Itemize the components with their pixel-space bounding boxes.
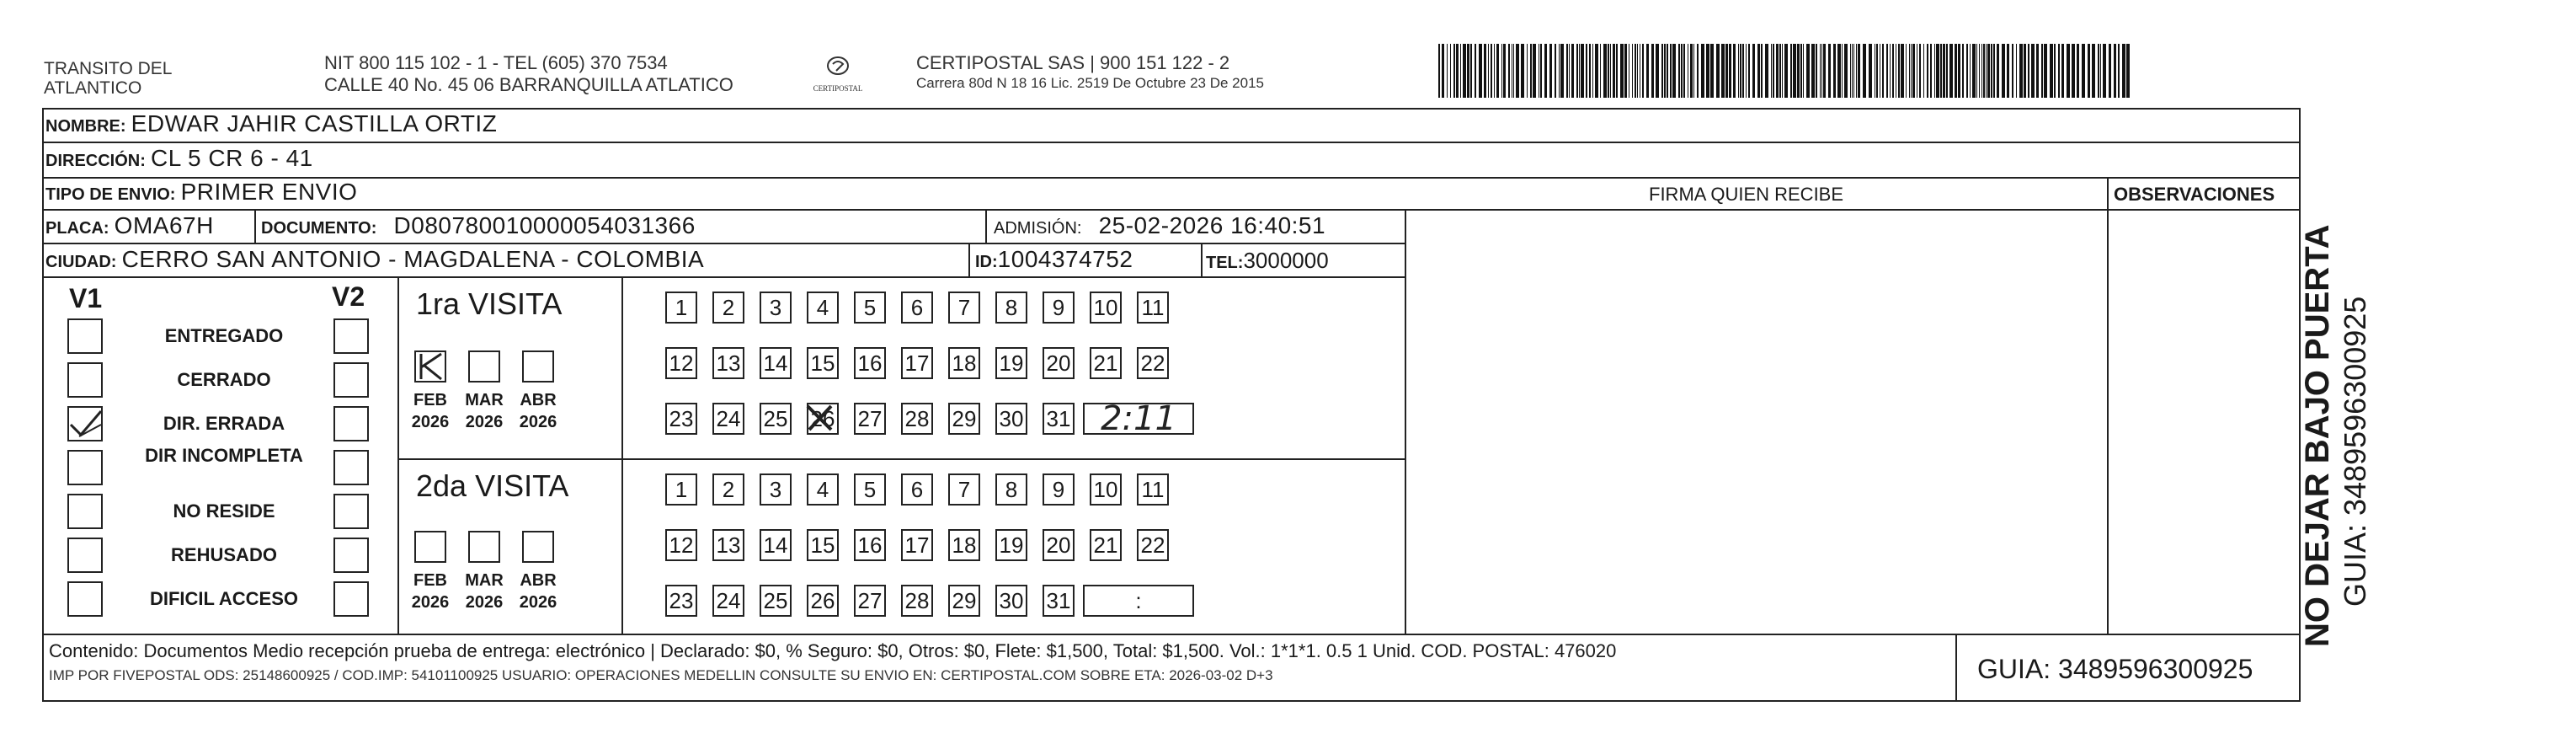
day-box[interactable]: 2 [712, 292, 744, 324]
day-box[interactable]: 7 [948, 292, 980, 324]
v2-checkbox[interactable] [333, 318, 369, 354]
day-box[interactable]: 5 [854, 473, 886, 506]
day-box[interactable]: 4 [807, 473, 839, 506]
day-box[interactable]: 28 [901, 585, 933, 617]
handwritten-time: 2:11 [1101, 399, 1176, 438]
day-box[interactable]: 21 [1090, 529, 1122, 561]
time-box[interactable]: : [1083, 585, 1194, 617]
day-box[interactable]: 24 [712, 403, 744, 435]
day-box[interactable]: 17 [901, 529, 933, 561]
v2-checkbox[interactable] [333, 450, 369, 485]
day-box[interactable]: 5 [854, 292, 886, 324]
documento-field: DOCUMENTO: D080780010000054031366 [261, 212, 696, 238]
col-divider [1405, 209, 1406, 635]
v1-checkbox[interactable] [67, 450, 103, 485]
months-divider [621, 276, 623, 634]
day-box[interactable]: 15 [807, 347, 839, 379]
day-box[interactable]: 2 [712, 473, 744, 506]
month-label: MAR 2026 [465, 571, 504, 612]
day-box[interactable]: 12 [665, 529, 697, 561]
day-box[interactable]: 26 [807, 403, 839, 435]
day-box[interactable]: 29 [948, 585, 980, 617]
day-box[interactable]: 16 [854, 529, 886, 561]
month-checkbox[interactable] [522, 350, 554, 383]
status-option-label: DIR INCOMPLETA [145, 445, 303, 466]
month-checkbox[interactable] [468, 531, 500, 563]
svg-text:CERTIPOSTAL: CERTIPOSTAL [813, 84, 863, 93]
status-option-label: CERRADO [177, 369, 271, 390]
status-option-label: NO RESIDE [173, 500, 275, 522]
month-label: FEB 2026 [411, 391, 450, 431]
day-box[interactable]: 7 [948, 473, 980, 506]
row-divider [42, 177, 2301, 179]
day-box[interactable]: 6 [901, 473, 933, 506]
day-box[interactable]: 11 [1137, 473, 1169, 506]
second-visit-title: 2da VISITA [416, 468, 569, 503]
field-divider [985, 209, 987, 243]
day-box[interactable]: 23 [665, 585, 697, 617]
day-box[interactable]: 30 [995, 403, 1027, 435]
day-box[interactable]: 3 [760, 292, 792, 324]
day-box[interactable]: 26 [807, 585, 839, 617]
agency-name: TRANSITO DEL ATLANTICO [44, 59, 173, 98]
day-box[interactable]: 30 [995, 585, 1027, 617]
firma-header: FIRMA QUIEN RECIBE [1649, 184, 1844, 205]
x-mark-icon [414, 350, 446, 383]
day-box[interactable]: 9 [1043, 292, 1075, 324]
v1-header: V1 [69, 283, 103, 313]
day-box[interactable]: 29 [948, 403, 980, 435]
no-dejar-warning: NO DEJAR BAJO PUERTA [2299, 224, 2336, 647]
day-box[interactable]: 8 [995, 292, 1027, 324]
day-box[interactable]: 27 [854, 403, 886, 435]
contenido-text: Contenido: Documentos Medio recepción prueba de entrega: electrónico | Declarado: $0, % Seguro: $0, Otros: $0, Flete: $1,500, Total: $1,500. Vol.: 1*1*1. 0.5 1 Unid. COD. POSTAL: 476020 [49, 640, 1617, 661]
v1-checkbox[interactable] [67, 318, 103, 354]
check-mark-icon [67, 406, 103, 441]
month-checkbox[interactable] [414, 350, 446, 383]
id-field: ID:1004374752 [975, 246, 1133, 272]
month-checkbox[interactable] [522, 531, 554, 563]
admision-field: ADMISIÓN: 25-02-2026 16:40:51 [994, 212, 1326, 238]
visit-divider [397, 458, 1406, 460]
side-guia: GUIA: 3489596300925 [2338, 296, 2372, 607]
footer-divider [1955, 634, 1957, 702]
placa-field: PLACA: OMA67H [45, 212, 214, 238]
time-box[interactable] [1083, 399, 1194, 438]
day-box[interactable]: 19 [995, 347, 1027, 379]
barcode [1438, 44, 2134, 98]
day-box[interactable]: 14 [760, 529, 792, 561]
month-checkbox[interactable] [414, 531, 446, 563]
status-option-label: REHUSADO [171, 544, 277, 565]
status-divider [397, 276, 399, 634]
day-box[interactable]: 14 [760, 347, 792, 379]
v2-checkbox[interactable] [333, 538, 369, 573]
day-box[interactable]: 15 [807, 529, 839, 561]
v2-checkbox[interactable] [333, 581, 369, 617]
day-box[interactable]: 23 [665, 403, 697, 435]
direccion-row: DIRECCIÓN: CL 5 CR 6 - 41 [45, 145, 313, 171]
day-box[interactable]: 20 [1043, 529, 1075, 561]
v1-checkbox[interactable] [67, 406, 103, 441]
status-option-label: DIFICIL ACCESO [149, 588, 298, 609]
day-box[interactable]: 17 [901, 347, 933, 379]
month-label: FEB 2026 [411, 571, 450, 612]
day-box[interactable]: 13 [712, 529, 744, 561]
field-divider [968, 243, 970, 276]
ciudad-field: CIUDAD: CERRO SAN ANTONIO - MAGDALENA - COLOMBIA [45, 246, 705, 272]
v1-checkbox[interactable] [67, 494, 103, 529]
day-box[interactable]: 25 [760, 585, 792, 617]
day-box[interactable]: 27 [854, 585, 886, 617]
day-box[interactable]: 22 [1137, 529, 1169, 561]
company-info: CERTIPOSTAL SAS | 900 151 122 - 2 Carrera 80d N 18 16 Lic. 2519 De Octubre 23 De 2015 [916, 52, 1264, 91]
month-label: MAR 2026 [465, 391, 504, 431]
status-option-label: DIR. ERRADA [163, 413, 285, 434]
tel-field: TEL:3000000 [1206, 248, 1329, 273]
v1-checkbox[interactable] [67, 538, 103, 573]
field-divider [1201, 243, 1203, 276]
certipostal-logo [808, 52, 867, 99]
day-box[interactable]: 3 [760, 473, 792, 506]
observaciones-header: OBSERVACIONES [2114, 184, 2275, 205]
row-divider [42, 142, 2301, 143]
v2-checkbox[interactable] [333, 362, 369, 398]
day-box[interactable]: 20 [1043, 347, 1075, 379]
row-divider [42, 276, 1406, 278]
month-label: ABR 2026 [519, 391, 557, 431]
day-box[interactable]: 22 [1137, 347, 1169, 379]
day-box[interactable]: 10 [1090, 292, 1122, 324]
day-box[interactable]: 18 [948, 347, 980, 379]
day-box[interactable]: 12 [665, 347, 697, 379]
day-box[interactable]: 24 [712, 585, 744, 617]
tipo-envio-row: TIPO DE ENVIO: PRIMER ENVIO [45, 179, 358, 205]
x-mark-icon [806, 403, 838, 435]
v2-header: V2 [332, 281, 365, 312]
nombre-row: NOMBRE: EDWAR JAHIR CASTILLA ORTIZ [45, 110, 498, 136]
day-box[interactable]: 18 [948, 529, 980, 561]
day-box[interactable]: 16 [854, 347, 886, 379]
side-text [2297, 142, 2373, 647]
row-divider [42, 209, 2301, 211]
row-divider [42, 634, 2301, 635]
month-checkbox[interactable] [468, 350, 500, 383]
day-box[interactable]: 25 [760, 403, 792, 435]
agency-contact: NIT 800 115 102 - 1 - TEL (605) 370 7534 CALLE 40 No. 45 06 BARRANQUILLA ATLATICO [324, 52, 733, 95]
status-option-label: ENTREGADO [164, 325, 284, 346]
guia-footer: GUIA: 3489596300925 [1977, 654, 2253, 684]
day-box[interactable]: 9 [1043, 473, 1075, 506]
day-box[interactable]: 28 [901, 403, 933, 435]
imp-text: IMP POR FIVEPOSTAL ODS: 25148600925 / COD.IMP: 54101100925 USUARIO: OPERACIONES MEDELLIN CONSULTE SU ENVIO EN: CERTIPOSTAL.COM SOBRE ETA: 2026-03-02 D+3 [49, 667, 1273, 683]
v2-checkbox[interactable] [333, 406, 369, 441]
day-box[interactable]: 10 [1090, 473, 1122, 506]
day-box[interactable]: 6 [901, 292, 933, 324]
col-divider [2107, 177, 2109, 635]
day-box[interactable]: 21 [1090, 347, 1122, 379]
v1-checkbox[interactable] [67, 362, 103, 398]
field-divider [254, 209, 256, 243]
v2-checkbox[interactable] [333, 494, 369, 529]
first-visit-title: 1ra VISITA [416, 286, 563, 321]
day-box[interactable]: 8 [995, 473, 1027, 506]
day-box[interactable]: 4 [807, 292, 839, 324]
day-box[interactable]: 1 [665, 292, 697, 324]
day-box[interactable]: 11 [1137, 292, 1169, 324]
day-box[interactable]: 31 [1043, 585, 1075, 617]
month-label: ABR 2026 [519, 571, 557, 612]
day-box[interactable]: 19 [995, 529, 1027, 561]
v1-checkbox[interactable] [67, 581, 103, 617]
day-box[interactable]: 31 [1043, 403, 1075, 435]
day-box[interactable]: 1 [665, 473, 697, 506]
day-box[interactable]: 13 [712, 347, 744, 379]
